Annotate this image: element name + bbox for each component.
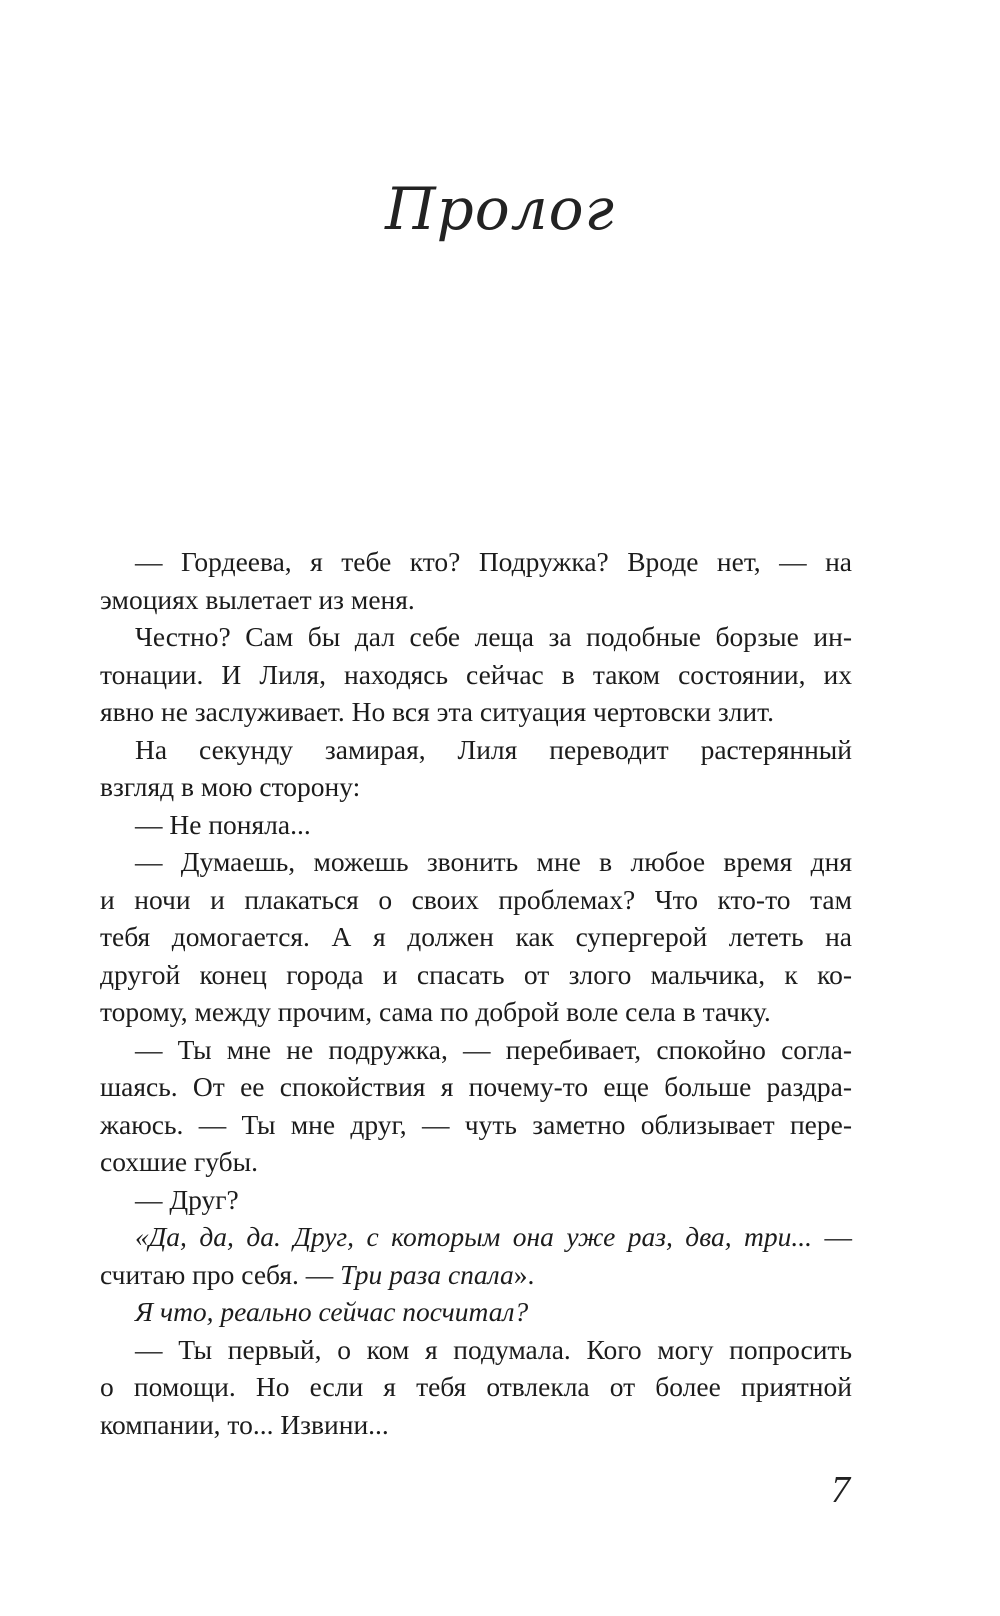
page-number: 7 [831, 1469, 850, 1511]
text-line: — Друг? [135, 1183, 239, 1215]
text-line: — Ты первый, о ком я подумала. Кого могу попросить [135, 1333, 852, 1365]
text-line: торому, между прочим, сама по доброй воле села в тачку. [100, 996, 771, 1027]
text-line: тебя домогается. А я должен как супергерой лететь на [100, 921, 852, 952]
italic-thought-line: Я что, реально сейчас посчитал? [135, 1296, 529, 1327]
text-line: На секунду замирая, Лиля переводит растерянный [135, 733, 852, 765]
paragraph-block-bottom [100, 1331, 852, 1444]
text-line [100, 1218, 852, 1256]
text-line: Честно? Сам бы дал себе леща за подобные борзые ин- [135, 621, 852, 652]
text-fragment: — [812, 1221, 853, 1252]
text-line: компании, то... Извини... [100, 1408, 389, 1440]
text-line: — Думаешь, можешь звонить мне в любое время дня [135, 846, 852, 877]
text-line: — Гордеева, я тебе кто? Подружка? Вроде нет, — на [135, 546, 852, 577]
text-line: тонации. И Лиля, находясь сейчас в таком состоянии, их [100, 658, 852, 690]
text-line: жаюсь. — Ты мне друг, — чуть заметно облизывает пере- [100, 1108, 852, 1140]
text-line: — Ты мне не подружка, — перебивает, спокойно согла- [135, 1033, 852, 1065]
text-line: шаясь. От ее спокойствия я почему-то еще больше раздра- [100, 1071, 852, 1102]
text-line: эмоциях вылетает из меня. [100, 583, 415, 615]
paragraph-block-top [100, 543, 852, 1218]
text-line: — Не поняла... [135, 808, 311, 840]
text-line [100, 1256, 852, 1294]
text-fragment: ». [513, 1258, 535, 1290]
text-body [100, 543, 852, 1443]
text-fragment: считаю про себя. — [100, 1258, 341, 1290]
text-line: другой конец города и спасать от злого мальчика, к ко- [100, 958, 852, 990]
italic-thought: «Да, да, да. Друг, с которым она уже раз, два, три... [135, 1221, 813, 1252]
text-line: сохшие губы. [100, 1146, 259, 1177]
text-line: и ночи и плакаться о своих проблемах? Что кто-то там [100, 883, 852, 915]
text-line: о помощи. Но если я тебя отвлекла от более приятной [100, 1371, 852, 1402]
italic-thought: Три раза спала [340, 1258, 514, 1290]
chapter-title: Пролог [385, 175, 615, 243]
text-line: взгляд в мою сторону: [100, 771, 361, 802]
text-line: явно не заслуживает. Но вся эта ситуация чертовски злит. [100, 696, 774, 727]
